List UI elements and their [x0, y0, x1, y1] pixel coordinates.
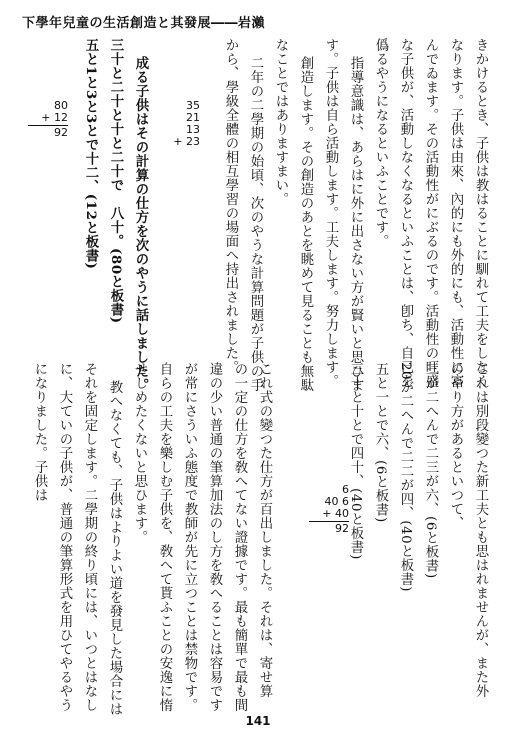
text-column: 三十と十とで四十、(40と板書) — [348, 362, 363, 560]
calculation-sum-1 — [172, 100, 200, 148]
calculation-sum-2 — [28, 100, 68, 139]
calc-row: 40 6 — [324, 495, 349, 508]
text-column: 成る子供はその計算の仕方を次のやうに話しました。 — [133, 56, 149, 392]
text-column: これは別段變つた新工夫とも思はれませんが、また外 — [473, 362, 488, 698]
page-number: 141 — [245, 714, 271, 728]
text-column: これ式の變つた仕方が百出しました。それは、寄せ算 — [257, 362, 272, 698]
page-header — [22, 12, 494, 32]
plus-sign: + — [322, 507, 332, 520]
text-column: の一定の仕方を敎へてない證據です。最も簡單で最も間 — [232, 362, 247, 712]
text-column: きかけるとき、子供は教はることに馴れて工夫をしなく — [473, 38, 488, 388]
text-column: 20が二へんで二二が四、(40と板書) — [398, 362, 413, 593]
text-column: 五と1と3と3とで十二、(12と板書) — [83, 38, 99, 270]
calculation-sum-3 — [309, 484, 349, 535]
text-column: なります。子供は由來、內的にも外的にも、活動性に富 — [448, 38, 463, 388]
calc-row: 92 — [335, 522, 349, 535]
text-column: 僞るやうになるといふことです。 — [373, 38, 388, 248]
calc-row: 80 — [54, 99, 68, 112]
text-column: 教へなくても、子供はよりよい道を發見した場合には — [107, 380, 122, 716]
calc-row: 92 — [54, 126, 68, 139]
text-column: す。子供は自ら活動します。工夫します。努力します。 — [323, 38, 338, 388]
text-column: 二年の二學期の始頃、次のやうな計算問題が子供の手 — [248, 56, 263, 392]
text-column: な子供が、活動しなくなるといふことは、卽ち、自己を — [398, 38, 413, 388]
text-column: 違の少い普通の筆算加法のし方を敎へることは容易です — [207, 362, 222, 712]
running-title: 下學年兒童の生活創造と其發展――岩瀨 — [22, 16, 266, 31]
text-column: 三が二へんで二三が六、(6と板書) — [423, 362, 438, 579]
text-column: 創造します。その創造のあとを眺めて見ることも無駄 — [298, 56, 313, 392]
calc-row: 6 — [342, 483, 349, 496]
text-column: 自らの工夫を樂しむ子供を、敎へて貰ふことの安逸に惰 — [157, 362, 172, 712]
calc-row: 13 — [186, 123, 200, 136]
lower-text-block — [0, 362, 516, 716]
calc-row: 35 — [186, 99, 200, 112]
text-column: んでゐます。その活動性がにぶるのです。活動性の旺盛 — [423, 38, 438, 388]
text-column: 三十と二十と十と二十で 八十。(80と板書) — [108, 38, 124, 324]
calc-row: + 40 — [322, 507, 349, 520]
calc-row: + 12 — [41, 111, 68, 124]
text-column: 五と一とで六、(6と板書) — [373, 362, 388, 523]
text-column: 指導意識は、あらはに外に出さない方が賢いと思ひま — [348, 56, 363, 392]
plus-sign: + — [173, 135, 183, 148]
text-column: に、大ていの子供が、普通の筆算形式を用ひてやるやう — [57, 362, 72, 712]
text-column: のやり方があるといつて、 — [448, 362, 463, 530]
text-column: になりました。子供は — [32, 362, 47, 502]
calc-row: + 23 — [173, 135, 200, 148]
text-column: それを固定します。二學期の終り頃には、いつとはなし — [82, 362, 97, 712]
upper-text-block — [0, 38, 516, 392]
text-column: が常にさういふ態度で教師が先に立つことは禁物です。 — [182, 362, 197, 712]
plus-sign: + — [41, 111, 51, 124]
calc-row: 21 — [186, 111, 200, 124]
text-column: から、學級全體の相互學習の場面へ持出されました。 — [223, 38, 238, 374]
text-column: なことではありますまい。 — [273, 38, 288, 206]
text-column: せしめたくないと思ひます。 — [132, 362, 147, 544]
